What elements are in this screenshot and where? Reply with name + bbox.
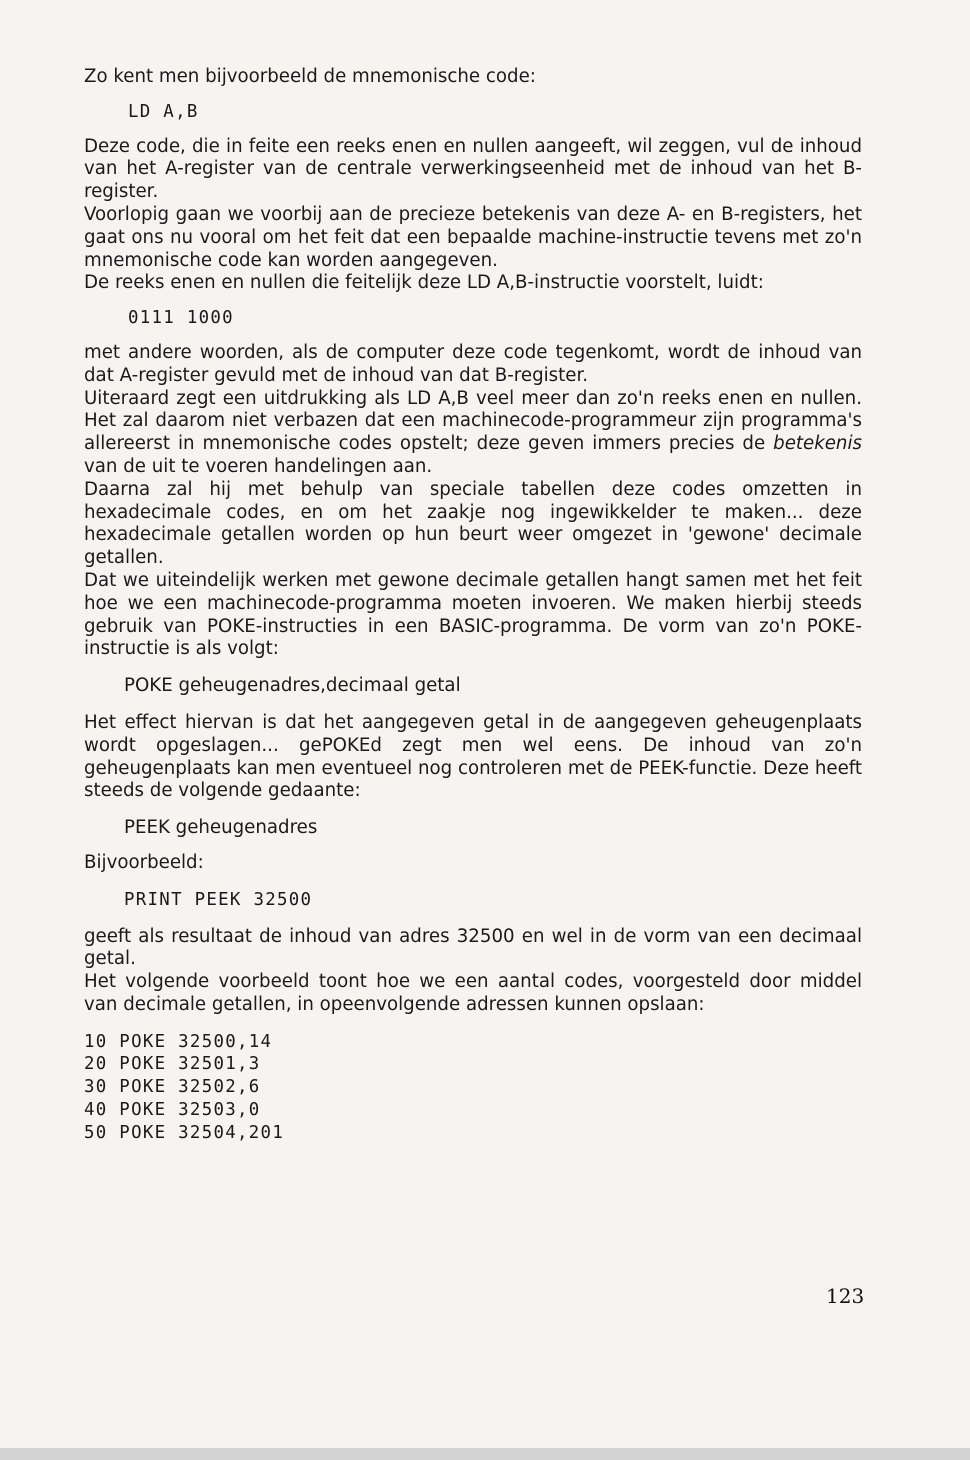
code-example: LD A,B (128, 101, 199, 122)
paragraph: Het effect hiervan is dat het aangegeven getal in de aangegeven geheugenplaats wordt opgeslagen... gePOKEd zegt men wel eens. De inhoud van zo'n geheugenplaats kan men eventueel nog controleren met de PEEK-functie. Deze heeft steeds de volgende gedaante: (84, 711, 862, 802)
syntax-example: PEEK geheugenadres (124, 817, 318, 839)
page-number: 123 (826, 1284, 865, 1308)
paragraph (84, 388, 862, 479)
paragraph: Voorlopig gaan we voorbij aan de precieze betekenis van deze A- en B-registers, het gaat ons nu vooral om het feit dat een bepaalde machine-instructie tevens met zo'n mnemonische code kan worden aangegeven. (84, 203, 862, 271)
program-line: 50 POKE 32504,201 (84, 1122, 285, 1143)
paragraph: Zo kent men bijvoorbeeld de mnemonische code: (84, 66, 536, 87)
program-line: 20 POKE 32501,3 (84, 1054, 261, 1075)
paragraph: De reeks enen en nullen die feitelijk deze LD A,B-instructie voorstelt, luidt: (84, 272, 764, 294)
paragraph: geeft als resultaat de inhoud van adres 32500 en wel in de vorm van een decimaal getal. (84, 925, 862, 970)
paragraph: Daarna zal hij met behulp van speciale tabellen deze codes omzetten in hexadecimale codes, en om het zaakje nog ingewikkelder te maken... deze hexadecimale getallen worden op hun beurt weer omgezet in 'gewone' decimale getallen. (84, 478, 862, 569)
syntax-example: POKE geheugenadres,decimaal getal (124, 675, 461, 697)
program-line: 40 POKE 32503,0 (84, 1100, 261, 1121)
paragraph: met andere woorden, als de computer deze code tegenkomt, wordt de inhoud van dat A-register gevuld met de inhoud van dat B-register. (84, 341, 862, 386)
emphasis-text: betekenis (773, 433, 862, 455)
page-edge-shadow (0, 1448, 970, 1460)
page-body (84, 66, 862, 1145)
paragraph-text: van de uit te voeren handelingen aan. (84, 455, 433, 477)
code-example: 0111 1000 (128, 308, 234, 329)
program-line: 30 POKE 32502,6 (84, 1077, 261, 1098)
code-example: PRINT PEEK 32500 (124, 889, 313, 910)
paragraph: Het volgende voorbeeld toont hoe we een aantal codes, voorgesteld door middel van decimale getallen, in opeenvolgende adressen kunnen opslaan: (84, 971, 862, 1015)
paragraph: Bijvoorbeeld: (84, 851, 204, 873)
program-line: 10 POKE 32500,14 (84, 1031, 273, 1052)
paragraph: Dat we uiteindelijk werken met gewone decimale getallen hangt samen met het feit hoe we een machinecode-programma moeten invoeren. We maken hierbij steeds gebruik van POKE-instructies in een BASIC-programma. De vorm van zo'n POKE-instructie is als volgt: (84, 569, 862, 660)
paragraph: Deze code, die in feite een reeks enen en nullen aangeeft, wil zeggen, vul de inhoud van het A-register van de centrale verwerkingseenheid met de inhoud van het B-register. (84, 135, 862, 203)
paragraph-text: Uiteraard zegt een uitdrukking als LD A,B veel meer dan zo'n reeks enen en nullen. Het zal daarom niet verbazen dat een machinecode-programmeur zijn programma's allereerst in mnemonische codes opstelt; deze geven immers precies de (84, 387, 862, 455)
program-listing (84, 1031, 862, 1145)
